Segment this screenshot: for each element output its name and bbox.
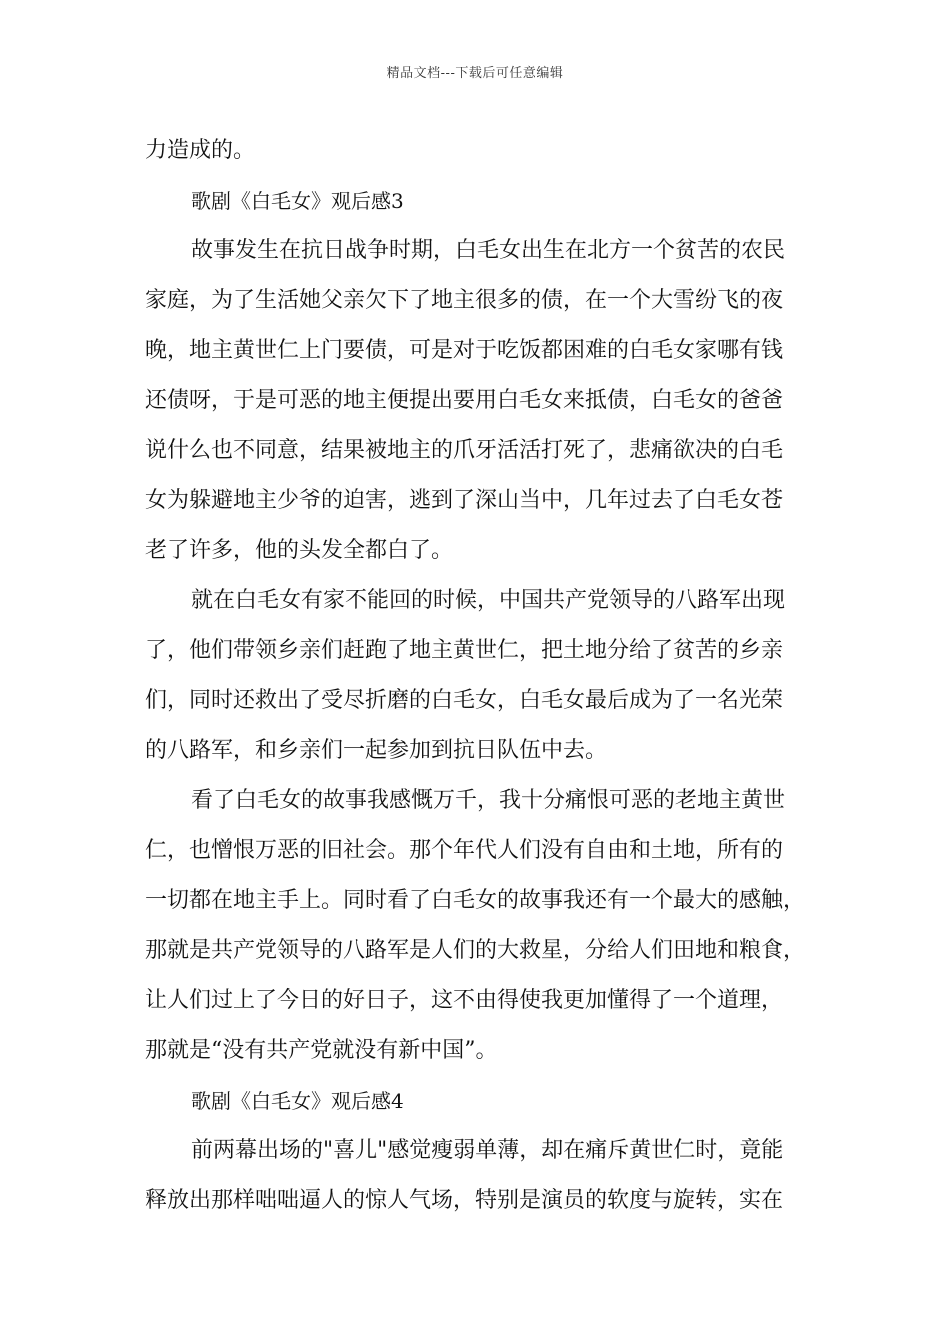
text-line: 了，他们带领乡亲们赶跑了地主黄世仁，把土地分给了贫苦的乡亲 xyxy=(145,638,784,663)
text-line: 那就是“没有共产党就没有新中国”。 xyxy=(145,1038,498,1063)
page-header: 精品文档---下载后可任意编辑 xyxy=(386,66,564,81)
section-title: 歌剧《白毛女》观后感4 xyxy=(191,1089,404,1113)
text-line: 还债呀，于是可恶的地主便提出要用白毛女来抵债，白毛女的爸爸 xyxy=(145,388,784,413)
text-line: 让人们过上了今日的好日子，这不由得使我更加懂得了一个道理， xyxy=(145,988,784,1013)
text-line: 一切都在地主手上。同时看了白毛女的故事我还有一个最大的感触， xyxy=(145,888,806,913)
text-line: 看了白毛女的故事我感慨万千，我十分痛恨可恶的老地主黄世 xyxy=(191,788,786,813)
text-line: 家庭，为了生活她父亲欠下了地主很多的债，在一个大雪纷飞的夜 xyxy=(145,288,784,313)
text-line: 释放出那样咄咄逼人的惊人气场，特别是演员的软度与旋转，实在 xyxy=(145,1188,784,1213)
text-line: 仁，也憎恨万恶的旧社会。那个年代人们没有自由和土地，所有的 xyxy=(145,838,784,863)
text-line: 老了许多，他的头发全都白了。 xyxy=(145,538,454,563)
text-line: 故事发生在抗日战争时期，白毛女出生在北方一个贫苦的农民 xyxy=(191,238,786,263)
text-line: 力造成的。 xyxy=(145,138,256,163)
section-title: 歌剧《白毛女》观后感3 xyxy=(191,189,404,213)
text-line: 前两幕出场的"喜儿"感觉瘦弱单薄，却在痛斥黄世仁时，竟能 xyxy=(191,1138,784,1163)
text-line: 们，同时还救出了受尽折磨的白毛女，白毛女最后成为了一名光荣 xyxy=(145,688,784,713)
text-line: 就在白毛女有家不能回的时候，中国共产党领导的八路军出现 xyxy=(191,588,786,613)
document-body xyxy=(145,126,805,1226)
text-line: 的八路军，和乡亲们一起参加到抗日队伍中去。 xyxy=(145,738,608,763)
text-line: 女为躲避地主少爷的迫害，逃到了深山当中，几年过去了白毛女苍 xyxy=(145,488,784,513)
text-line: 晚，地主黄世仁上门要债，可是对于吃饭都困难的白毛女家哪有钱 xyxy=(145,338,784,363)
text-line: 那就是共产党领导的八路军是人们的大救星，分给人们田地和粮食， xyxy=(145,938,806,963)
text-line: 说什么也不同意，结果被地主的爪牙活活打死了，悲痛欲决的白毛 xyxy=(145,438,784,463)
